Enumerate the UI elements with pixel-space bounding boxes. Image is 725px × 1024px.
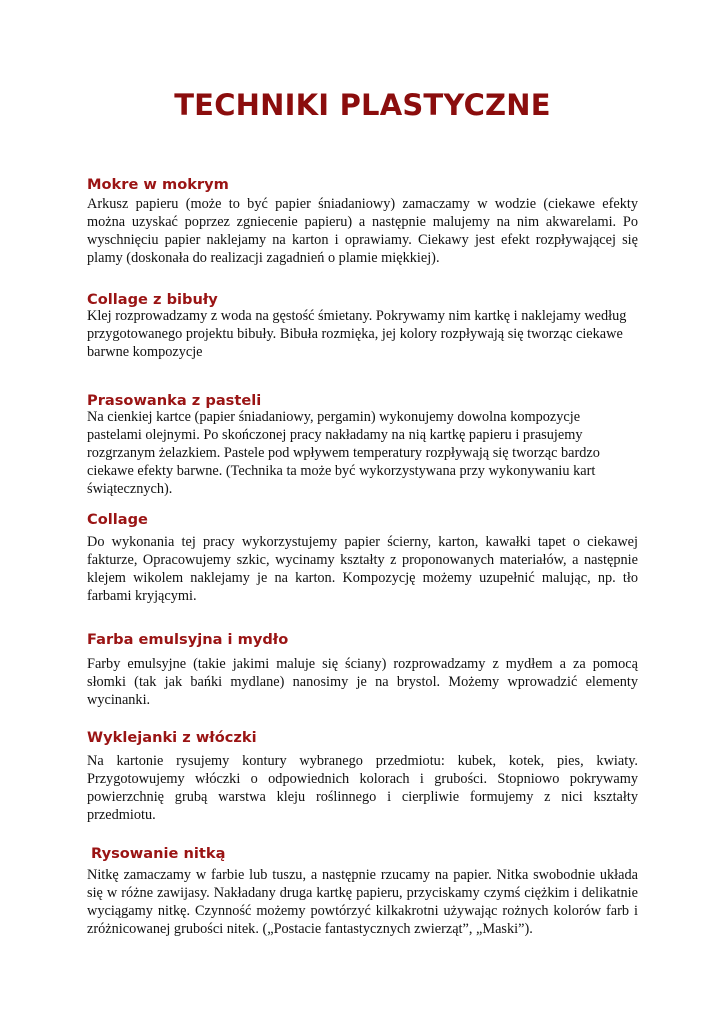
section-heading-wyklejanki-z-wloczki: Wyklejanki z włóczki [87, 729, 257, 746]
section-text-farba-emulsyjna: Farby emulsyjne (takie jakimi maluje się ściany) rozprowadzamy z mydłem a za pomocą słomki (tak jak bańki mydlane) nanosimy je na brystol. Możemy wprowadzić elementy wycinanki. [87, 656, 638, 708]
section-heading-farba-emulsyjna: Farba emulsyjna i mydło [87, 631, 289, 648]
section-heading-rysowanie-nitka: Rysowanie nitką [91, 845, 226, 862]
section-heading-collage-z-bibuly: Collage z bibuły [87, 291, 218, 308]
section-heading-mokre-w-mokrym: Mokre w mokrym [87, 176, 229, 193]
section-heading-collage: Collage [87, 511, 148, 528]
section-text-prasowanka-z-pasteli: Na cienkiej kartce (papier śniadaniowy, pergamin) wykonujemy dowolna kompozycje pastelami olejnymi. Po skończonej pracy nakładamy na nią kartkę papieru i prasujemy rozgrzanym żelazkiem. Pastele pod wpływem temperatury rozpływają się tworząc bardzo ciekawe efekty barwne. (Technika ta może być wykorzystywana przy wykonywaniu kart świątecznych). [87, 409, 600, 497]
page-title: TECHNIKI PLASTYCZNE [174, 88, 551, 122]
section-text-rysowanie-nitka: Nitkę zamaczamy w farbie lub tuszu, a następnie rzucamy na papier. Nitka swobodnie układa się w różne zawijasy. Nakładany druga kartkę papieru, przyciskamy czymś ciężkim i delikatnie wyciągamy nitkę. Czynność możemy powtórzyć kilkakrotni używając rożnych kolorów farb i zróżnicowanej grubości nitek. („Postacie fantastycznych zwierząt”, „Maski”). [87, 867, 638, 937]
section-text-wyklejanki-z-wloczki: Na kartonie rysujemy kontury wybranego przedmiotu: kubek, kotek, pies, kwiaty. Przygotowujemy włóczki o odpowiednich kolorach i grubości. Stopniowo pokrywamy powierzchnię grubą warstwa kleju roślinnego i cierpliwie formujemy z nici kształty przedmiotu. [87, 753, 638, 823]
section-heading-prasowanka-z-pasteli: Prasowanka z pasteli [87, 392, 262, 409]
section-text-collage: Do wykonania tej pracy wykorzystujemy papier ścierny, karton, kawałki tapet o ciekawej fakturze, Opracowujemy szkic, wycinamy kształty z proponowanych materiałów, a następnie klejem wikolem naklejamy je na karton. Kompozycję możemy uzupełnić malując, np. tło farbami kryjącymi. [87, 534, 638, 604]
section-text-mokre-w-mokrym: Arkusz papieru (może to być papier śniadaniowy) zamaczamy w wodzie (ciekawe efekty można uzyskać poprzez zgniecenie papieru) a następnie malujemy na nim akwarelami. Po wyschnięciu papier naklejamy na karton i oprawiamy. Ciekawy jest efekt rozpływającej się plamy (doskonała do realizacji zagadnień o plamie miękkiej). [87, 196, 638, 266]
section-text-collage-z-bibuly: Klej rozprowadzamy z woda na gęstość śmietany. Pokrywamy nim kartkę i naklejamy według przygotowanego projektu bibuły. Bibuła rozmięka, jej kolory rozpływają się tworząc ciekawe barwne kompozycje [87, 308, 627, 360]
